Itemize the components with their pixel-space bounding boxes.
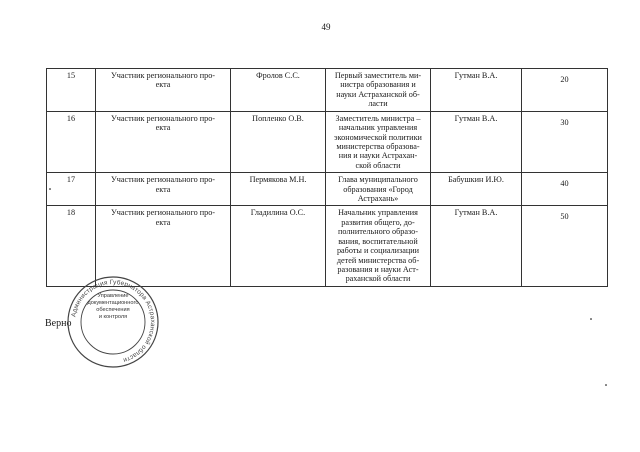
person-name-cell [231, 111, 326, 173]
position-cell [326, 111, 431, 173]
position-cell-text: Заместитель министра – начальник управления экономической политики министерства образова- ния и науки Астрахан- ской области [334, 113, 422, 170]
roster-table-body [47, 69, 608, 287]
position-cell-text: Начальник управления развития общего, до- полнительного образо- вания, воспитательной работы и социализации детей министерства об- разования и науки Аст- раханской области [336, 208, 420, 284]
role-cell-text: Участник регионального про- екта [110, 208, 216, 227]
stamp-line: документационного [87, 300, 139, 306]
scan-speck [49, 188, 51, 190]
stamp-ring-text: Администрация Губернатора Астраханской области [70, 278, 157, 364]
percent-cell-text: 50 [560, 212, 569, 222]
role-cell-text: Участник регионального про- екта [110, 175, 216, 194]
position-cell [326, 69, 431, 112]
role-cell [96, 173, 231, 206]
stamp-inner-text [66, 293, 160, 321]
position-cell-text: Первый заместитель ми- нистра образования и науки Астраханской об- ласти [334, 71, 422, 109]
person-name-cell [231, 173, 326, 206]
stamp-line: и контроля [98, 314, 128, 320]
person-name-cell-text: Попленко О.В. [252, 113, 304, 123]
row-number-text: 15 [66, 71, 76, 80]
official-stamp [66, 275, 160, 369]
row-number [47, 173, 96, 206]
percent-cell-text: 40 [560, 179, 569, 189]
scan-speck [590, 318, 592, 320]
supervisor-cell-text: Бабушкин И.Ю. [448, 175, 504, 185]
percent-cell-text: 20 [560, 75, 569, 84]
percent-cell [522, 206, 608, 286]
row-number [47, 111, 96, 173]
person-name-cell [231, 69, 326, 112]
supervisor-cell [431, 206, 522, 286]
stamp-line: Управление [97, 293, 129, 299]
scan-speck [605, 384, 607, 386]
person-name-cell-text: Гладилина О.С. [250, 208, 306, 218]
position-cell [326, 206, 431, 286]
supervisor-cell-text: Гутман В.А. [454, 113, 498, 123]
stamp-seal [66, 275, 160, 369]
person-name-cell-text: Фролов С.С. [256, 71, 300, 80]
supervisor-cell-text: Гутман В.А. [454, 71, 498, 80]
table-row [47, 173, 608, 206]
role-cell-text: Участник регионального про- екта [110, 71, 216, 90]
row-number-text: 16 [66, 113, 76, 123]
roster-table [46, 68, 608, 287]
percent-cell [522, 69, 608, 112]
percent-cell [522, 111, 608, 173]
role-cell-text: Участник регионального про- екта [110, 113, 216, 133]
role-cell [96, 111, 231, 173]
percent-cell-text: 30 [560, 117, 569, 127]
row-number-text: 18 [66, 208, 76, 218]
supervisor-cell-text: Гутман В.А. [454, 208, 498, 218]
row-number [47, 69, 96, 112]
supervisor-cell [431, 111, 522, 173]
position-cell [326, 173, 431, 206]
supervisor-cell [431, 173, 522, 206]
stamp-line: обеспечения [96, 307, 130, 313]
supervisor-cell [431, 69, 522, 112]
person-name-cell-text: Пермякова М.Н. [249, 175, 307, 185]
page-number: 49 [321, 22, 331, 32]
percent-cell [522, 173, 608, 206]
role-cell [96, 69, 231, 112]
row-number-text: 17 [66, 175, 76, 185]
position-cell-text: Глава муниципального образования «Город Астрахань» [338, 175, 418, 204]
person-name-cell [231, 206, 326, 286]
table-row [47, 69, 608, 112]
table-row [47, 111, 608, 173]
verno-label: Верно [45, 318, 72, 329]
